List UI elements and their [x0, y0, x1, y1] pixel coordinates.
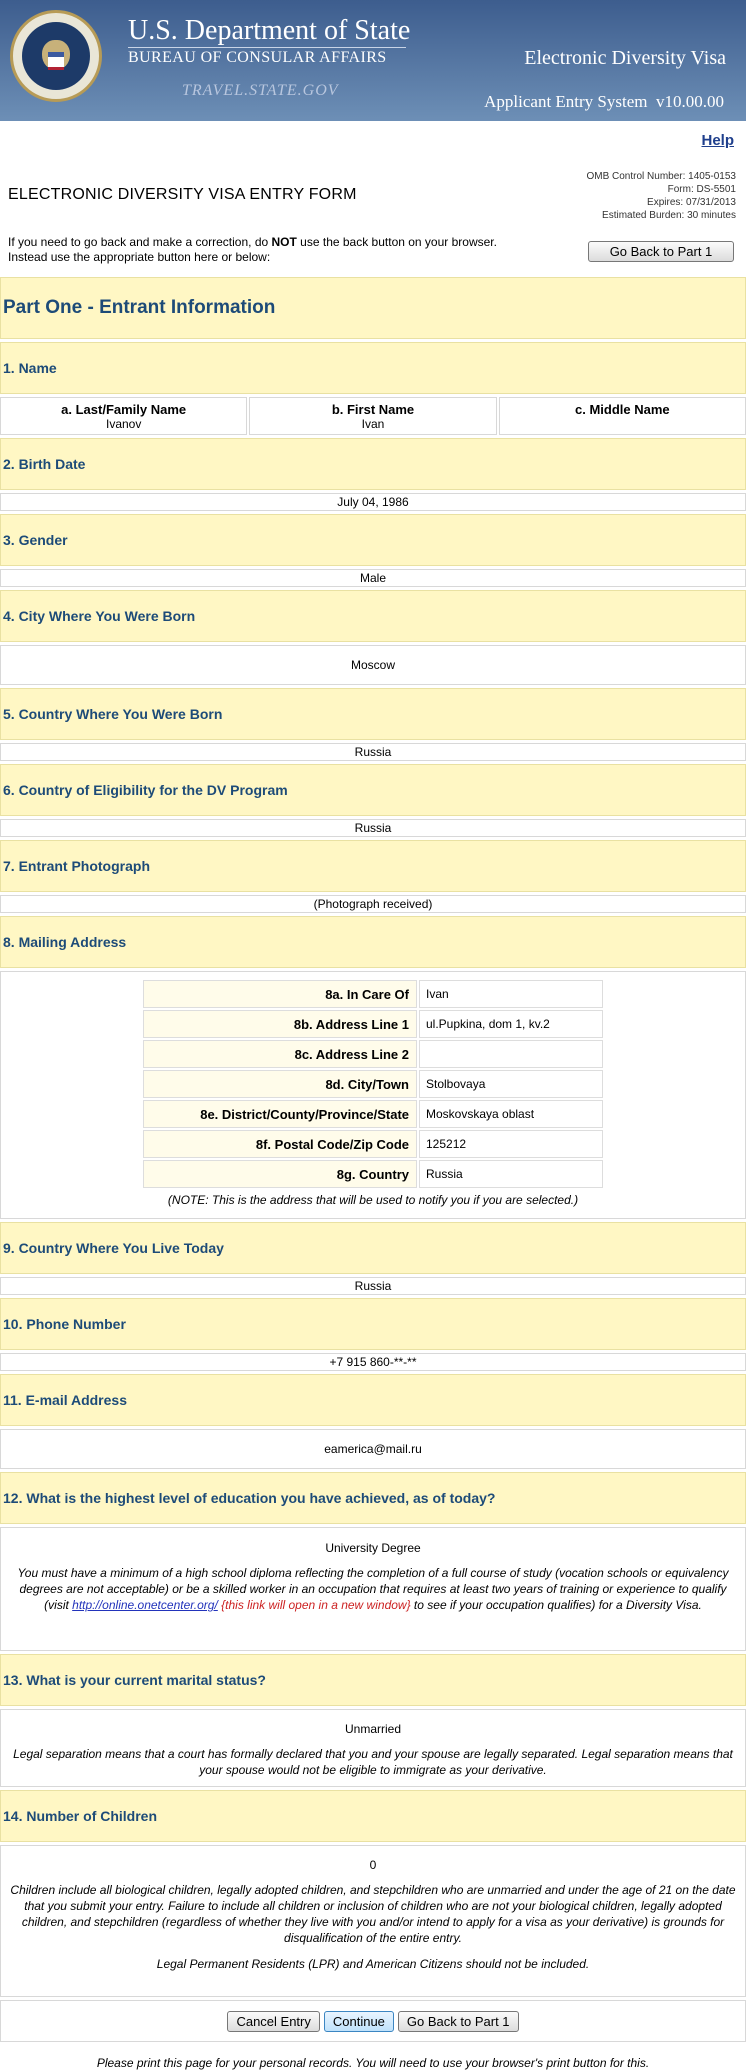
go-back-button-bottom[interactable]: Go Back to Part 1: [398, 2011, 519, 2032]
mailing-address-block: [0, 971, 746, 1219]
entry-form: [0, 277, 746, 2070]
address-value: Ivan: [419, 980, 603, 1008]
action-buttons: [0, 2000, 746, 2042]
site-header: [0, 0, 746, 121]
omb-expires: Expires: 07/31/2013: [647, 197, 736, 208]
address-value: [419, 1040, 603, 1068]
omb-form: Form: DS-5501: [667, 184, 736, 195]
last-name-label: a. Last/Family Name: [61, 402, 187, 417]
omb-info: [586, 170, 736, 222]
q13-title: 13. What is your current marital status?: [0, 1654, 746, 1706]
birth-country-value: Russia: [0, 743, 746, 761]
continue-button[interactable]: Continue: [324, 2011, 394, 2032]
address-value: 125212: [419, 1130, 603, 1158]
department-title: U.S. Department of State: [128, 15, 411, 46]
address-row: [143, 1070, 603, 1098]
middle-name-cell: [499, 397, 746, 435]
address-label: 8g. Country: [143, 1160, 417, 1188]
address-label: 8b. Address Line 1: [143, 1010, 417, 1038]
q10-title: 10. Phone Number: [0, 1298, 746, 1350]
children-value: 0: [369, 1858, 377, 1872]
education-note: You must have a minimum of a high school diploma reflecting the completion of a full course of study (vocation schools or equivalency degrees are not acceptable) or be a skilled worker in an occupation that requires at least two years of training or experience to qualify (visit http://online.onetcenter.org/ {this link will open in a new window} to see if your occupation qualifies) for a Diversity Visa.: [17, 1566, 729, 1612]
goback-note: If you need to go back and make a correction, do NOT use the back button on your browser. Instead use the appropriate button here or below:: [8, 235, 497, 264]
address-value: Moskovskaya oblast: [419, 1100, 603, 1128]
address-label: 8a. In Care Of: [143, 980, 417, 1008]
omb-burden: Estimated Burden: 30 minutes: [602, 210, 736, 221]
last-name-cell: [0, 397, 247, 435]
last-name-value: Ivanov: [105, 417, 142, 431]
education-value: University Degree: [325, 1541, 421, 1555]
name-row: [0, 397, 746, 435]
address-row: [143, 1100, 603, 1128]
q4-title: 4. City Where You Were Born: [0, 590, 746, 642]
address-row: [143, 980, 603, 1008]
part-title: Part One - Entrant Information: [0, 277, 746, 339]
system-title: Applicant Entry System v10.00.00: [484, 92, 724, 111]
q7-title: 7. Entrant Photograph: [0, 840, 746, 892]
photograph-status: (Photograph received): [0, 895, 746, 913]
first-name-label: b. First Name: [331, 402, 415, 417]
address-row: [143, 1040, 603, 1068]
q8-title: 8. Mailing Address: [0, 916, 746, 968]
q9-title: 9. Country Where You Live Today: [0, 1222, 746, 1274]
address-value: Russia: [419, 1160, 603, 1188]
travel-link[interactable]: TRAVEL.STATE.GOV: [182, 82, 339, 99]
children-note-2: Legal Permanent Residents (LPR) and American Citizens should not be included.: [156, 1957, 590, 1971]
address-label: 8d. City/Town: [143, 1070, 417, 1098]
children-note: Children include all biological children, legally adopted children, and stepchildren who are unmarried and under the age of 21 on the date that you submit your entry. Failure to include all children or inclusion of children who are not your biological children, legally adopted children, and stepchildren (regardless of whether they live with you and/or intend to apply for a visa as your derivative) is grounds for disqualification of the entire entry.: [10, 1883, 736, 1945]
first-name-value: Ivan: [361, 417, 385, 431]
q3-title: 3. Gender: [0, 514, 746, 566]
middle-name-label: c. Middle Name: [575, 402, 670, 417]
address-label: 8c. Address Line 2: [143, 1040, 417, 1068]
email-value: eamerica@mail.ru: [0, 1429, 746, 1469]
marital-note: Legal separation means that a court has formally declared that you and your spouse are legally separated. Legal separation means that your spouse would not be eligible to immigrate as your derivative.: [13, 1747, 733, 1777]
address-row: [143, 1010, 603, 1038]
help-link[interactable]: Help: [701, 132, 734, 149]
phone-value: +7 915 860-**-**: [0, 1353, 746, 1371]
q1-title: 1. Name: [0, 342, 746, 394]
first-name-cell: [249, 397, 496, 435]
form-title: ELECTRONIC DIVERSITY VISA ENTRY FORM: [8, 186, 357, 203]
birth-city-value: Moscow: [0, 645, 746, 685]
address-note: (NOTE: This is the address that will be used to notify you if you are selected.): [167, 1193, 579, 1207]
go-back-button-top[interactable]: Go Back to Part 1: [588, 241, 734, 262]
q14-title: 14. Number of Children: [0, 1790, 746, 1842]
q5-title: 5. Country Where You Were Born: [0, 688, 746, 740]
department-seal-icon: [10, 10, 102, 102]
onetcenter-link[interactable]: http://online.onetcenter.org/: [72, 1598, 218, 1612]
cancel-entry-button[interactable]: Cancel Entry: [227, 2011, 319, 2032]
print-note: Please print this page for your personal records. You will need to use your browser's print button for this.: [96, 2056, 650, 2070]
mailing-address-table: [141, 978, 605, 1190]
address-row: [143, 1160, 603, 1188]
marital-value: Unmarried: [344, 1722, 401, 1736]
omb-control: OMB Control Number: 1405-0153: [586, 171, 736, 182]
education-block: [0, 1527, 746, 1651]
q12-title: 12. What is the highest level of education you have achieved, as of today?: [0, 1472, 746, 1524]
program-title: Electronic Diversity Visa: [524, 47, 726, 69]
birth-date-value: July 04, 1986: [0, 493, 746, 511]
address-row: [143, 1130, 603, 1158]
residence-country-value: Russia: [0, 1277, 746, 1295]
address-value: Stolbovaya: [419, 1070, 603, 1098]
q11-title: 11. E-mail Address: [0, 1374, 746, 1426]
children-block: [0, 1845, 746, 1997]
address-label: 8e. District/County/Province/State: [143, 1100, 417, 1128]
bureau-title: BUREAU OF CONSULAR AFFAIRS: [128, 49, 387, 66]
address-label: 8f. Postal Code/Zip Code: [143, 1130, 417, 1158]
eligibility-country-value: Russia: [0, 819, 746, 837]
gender-value: Male: [0, 569, 746, 587]
q6-title: 6. Country of Eligibility for the DV Program: [0, 764, 746, 816]
q2-title: 2. Birth Date: [0, 438, 746, 490]
address-value: ul.Pupkina, dom 1, kv.2: [419, 1010, 603, 1038]
title-divider: [128, 47, 406, 48]
marital-block: [0, 1709, 746, 1787]
